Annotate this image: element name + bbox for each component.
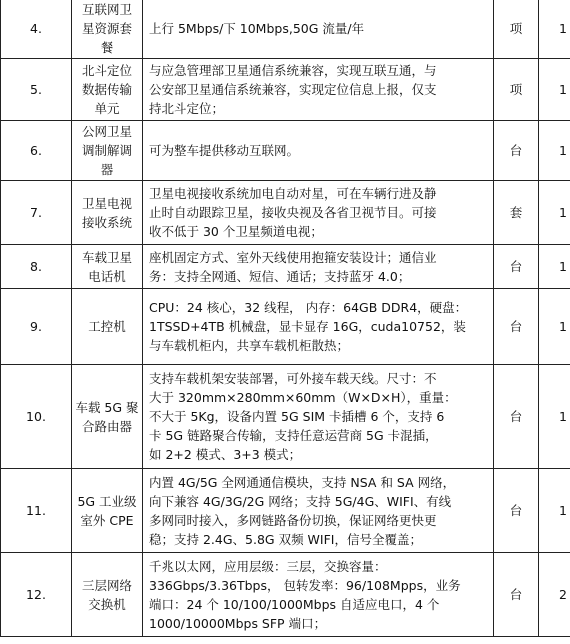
item-quantity: 1 xyxy=(539,0,570,59)
item-name-line: 5G 工业级 xyxy=(77,493,137,509)
item-spec-line: 务：支持全网通、短信、通话；支持蓝牙 4.0； xyxy=(149,268,411,284)
item-spec-line: 336Gbps/3.36Tbps， 包转发率：96/108Mpps，业务 xyxy=(149,577,461,593)
item-spec xyxy=(143,0,494,59)
item-spec xyxy=(143,181,494,245)
item-name xyxy=(72,121,143,181)
item-spec-line: 1TSSD+4TB 机械盘，显卡显存 16G，cuda10752，装 xyxy=(149,319,466,334)
item-name xyxy=(72,289,143,365)
item-name xyxy=(72,245,143,289)
item-name xyxy=(72,365,143,469)
row-number: 12. xyxy=(1,553,72,637)
item-spec xyxy=(143,553,494,637)
item-spec-line: CPU：24 核心，32 线程， 内存：64GB DDR4，硬盘： xyxy=(149,300,468,315)
item-spec-line: 如 2+2 模式、3+3 模式； xyxy=(149,447,302,462)
item-unit: 台 xyxy=(494,553,539,637)
item-name xyxy=(72,59,143,121)
item-spec-line: 可为整车提供移动互联网。 xyxy=(149,143,300,158)
item-spec-line: 向下兼容 4G/3G/2G 网络；支持 5G/4G、WIFI、有线 xyxy=(149,493,452,509)
item-quantity: 2 xyxy=(539,553,570,637)
table-row xyxy=(1,469,570,553)
item-spec-line: 卫星电视接收系统加电自动对星，可在车辆行进及静 xyxy=(149,186,437,201)
item-quantity: 1 xyxy=(539,289,570,365)
item-quantity: 1 xyxy=(539,121,570,181)
item-name-line: 餐 xyxy=(100,40,114,55)
item-unit: 项 xyxy=(494,0,539,59)
item-name xyxy=(72,553,143,637)
item-spec-line: 与应急管理部卫星通信系统兼容，实现互联互通，与 xyxy=(149,63,437,78)
row-number: 10. xyxy=(1,365,72,469)
table-row xyxy=(1,365,570,469)
item-spec xyxy=(143,289,494,365)
item-spec-line: 多网同时接入，多网链路备份切换，保证网络更快更 xyxy=(149,512,437,528)
table-row xyxy=(1,181,570,245)
item-name-line: 调制解调 xyxy=(81,143,132,158)
item-unit: 台 xyxy=(494,121,539,181)
item-spec-line: 持北斗定位； xyxy=(149,101,225,116)
table-row xyxy=(1,245,570,289)
row-number: 5. xyxy=(1,59,72,121)
item-quantity: 1 xyxy=(539,245,570,289)
item-name-line: 室外 CPE xyxy=(80,512,134,528)
item-quantity: 1 xyxy=(539,59,570,121)
item-unit: 套 xyxy=(494,181,539,245)
row-number: 4. xyxy=(1,0,72,59)
item-unit: 项 xyxy=(494,59,539,121)
item-name-line: 卫星电视 xyxy=(81,195,132,211)
item-spec-line: 稳；支持 2.4G、5.8G 双频 WIFI，信号全覆盖； xyxy=(149,531,422,547)
row-number: 7. xyxy=(1,181,72,245)
item-spec-line: 不大于 5Kg，设备内置 5G SIM 卡插槽 6 个，支持 6 xyxy=(149,409,445,424)
item-spec-line: 座机固定方式、室外天线使用抱箍安装设计；通信业 xyxy=(149,249,437,265)
row-number: 11. xyxy=(1,469,72,553)
item-unit: 台 xyxy=(494,289,539,365)
table-row xyxy=(1,0,570,59)
item-name-line: 器 xyxy=(100,162,114,177)
item-name xyxy=(72,0,143,59)
item-name-line: 工控机 xyxy=(88,319,126,334)
item-spec-line: 收不低于 30 个卫星频道电视； xyxy=(149,224,323,239)
item-name-line: 接收系统 xyxy=(81,214,132,230)
item-unit: 台 xyxy=(494,469,539,553)
item-name-line: 数据传输 xyxy=(81,82,132,97)
row-number: 9. xyxy=(1,289,72,365)
item-spec-line: 支持车载机架安装部署，可外接车载天线。尺寸：不 xyxy=(149,371,437,386)
item-spec-line: 内置 4G/5G 全网通通信模块，支持 NSA 和 SA 网络， xyxy=(149,474,456,490)
row-number: 8. xyxy=(1,245,72,289)
item-name-line: 车载卫星 xyxy=(81,249,132,265)
item-name-line: 合路由器 xyxy=(81,418,132,434)
item-name-line: 车载 5G 聚 xyxy=(75,399,139,415)
item-unit: 台 xyxy=(494,245,539,289)
item-spec-line: 端口：24 个 10/100/1000Mbps 自适应电口，4 个 xyxy=(149,596,440,612)
item-spec-line: 千兆以太网，应用层级：三层，交换容量： xyxy=(149,558,387,574)
item-name-line: 互联网卫 xyxy=(81,2,132,17)
item-spec-line: 1000/10000Mbps SFP 端口； xyxy=(149,615,327,631)
item-name-line: 交换机 xyxy=(88,596,126,612)
item-spec xyxy=(143,245,494,289)
item-spec-line: 上行 5Mbps/下 10Mbps,50G 流量/年 xyxy=(149,21,365,36)
item-spec xyxy=(143,365,494,469)
table-row xyxy=(1,121,570,181)
item-name-line: 北斗定位 xyxy=(81,63,132,78)
item-spec xyxy=(143,469,494,553)
item-name-line: 公网卫星 xyxy=(81,124,132,139)
row-number: 6. xyxy=(1,121,72,181)
item-spec-line: 与车载机柜内，共享车载机柜散热； xyxy=(149,338,350,353)
item-name xyxy=(72,181,143,245)
item-spec-line: 止时自动跟踪卫星，接收央视及各省卫视节目。可接 xyxy=(149,205,437,220)
item-spec xyxy=(143,59,494,121)
item-name-line: 电话机 xyxy=(88,268,126,284)
item-spec xyxy=(143,121,494,181)
item-name xyxy=(72,469,143,553)
item-quantity: 1 xyxy=(539,181,570,245)
item-unit: 台 xyxy=(494,365,539,469)
item-quantity: 1 xyxy=(539,469,570,553)
item-spec-line: 大于 320mm×280mm×60mm（W×D×H），重量： xyxy=(149,390,457,405)
item-quantity: 1 xyxy=(539,365,570,469)
item-name-line: 单元 xyxy=(94,101,120,116)
item-name-line: 三层网络 xyxy=(81,577,132,593)
table-row xyxy=(1,289,570,365)
table-row xyxy=(1,59,570,121)
item-spec-line: 公安部卫星通信系统兼容，实现定位信息上报，仅支 xyxy=(149,82,437,97)
item-spec-line: 卡 5G 链路聚合传输，支持任意运营商 5G 卡混插， xyxy=(149,428,438,443)
table-row xyxy=(1,553,570,637)
item-name-line: 星资源套 xyxy=(81,21,132,36)
